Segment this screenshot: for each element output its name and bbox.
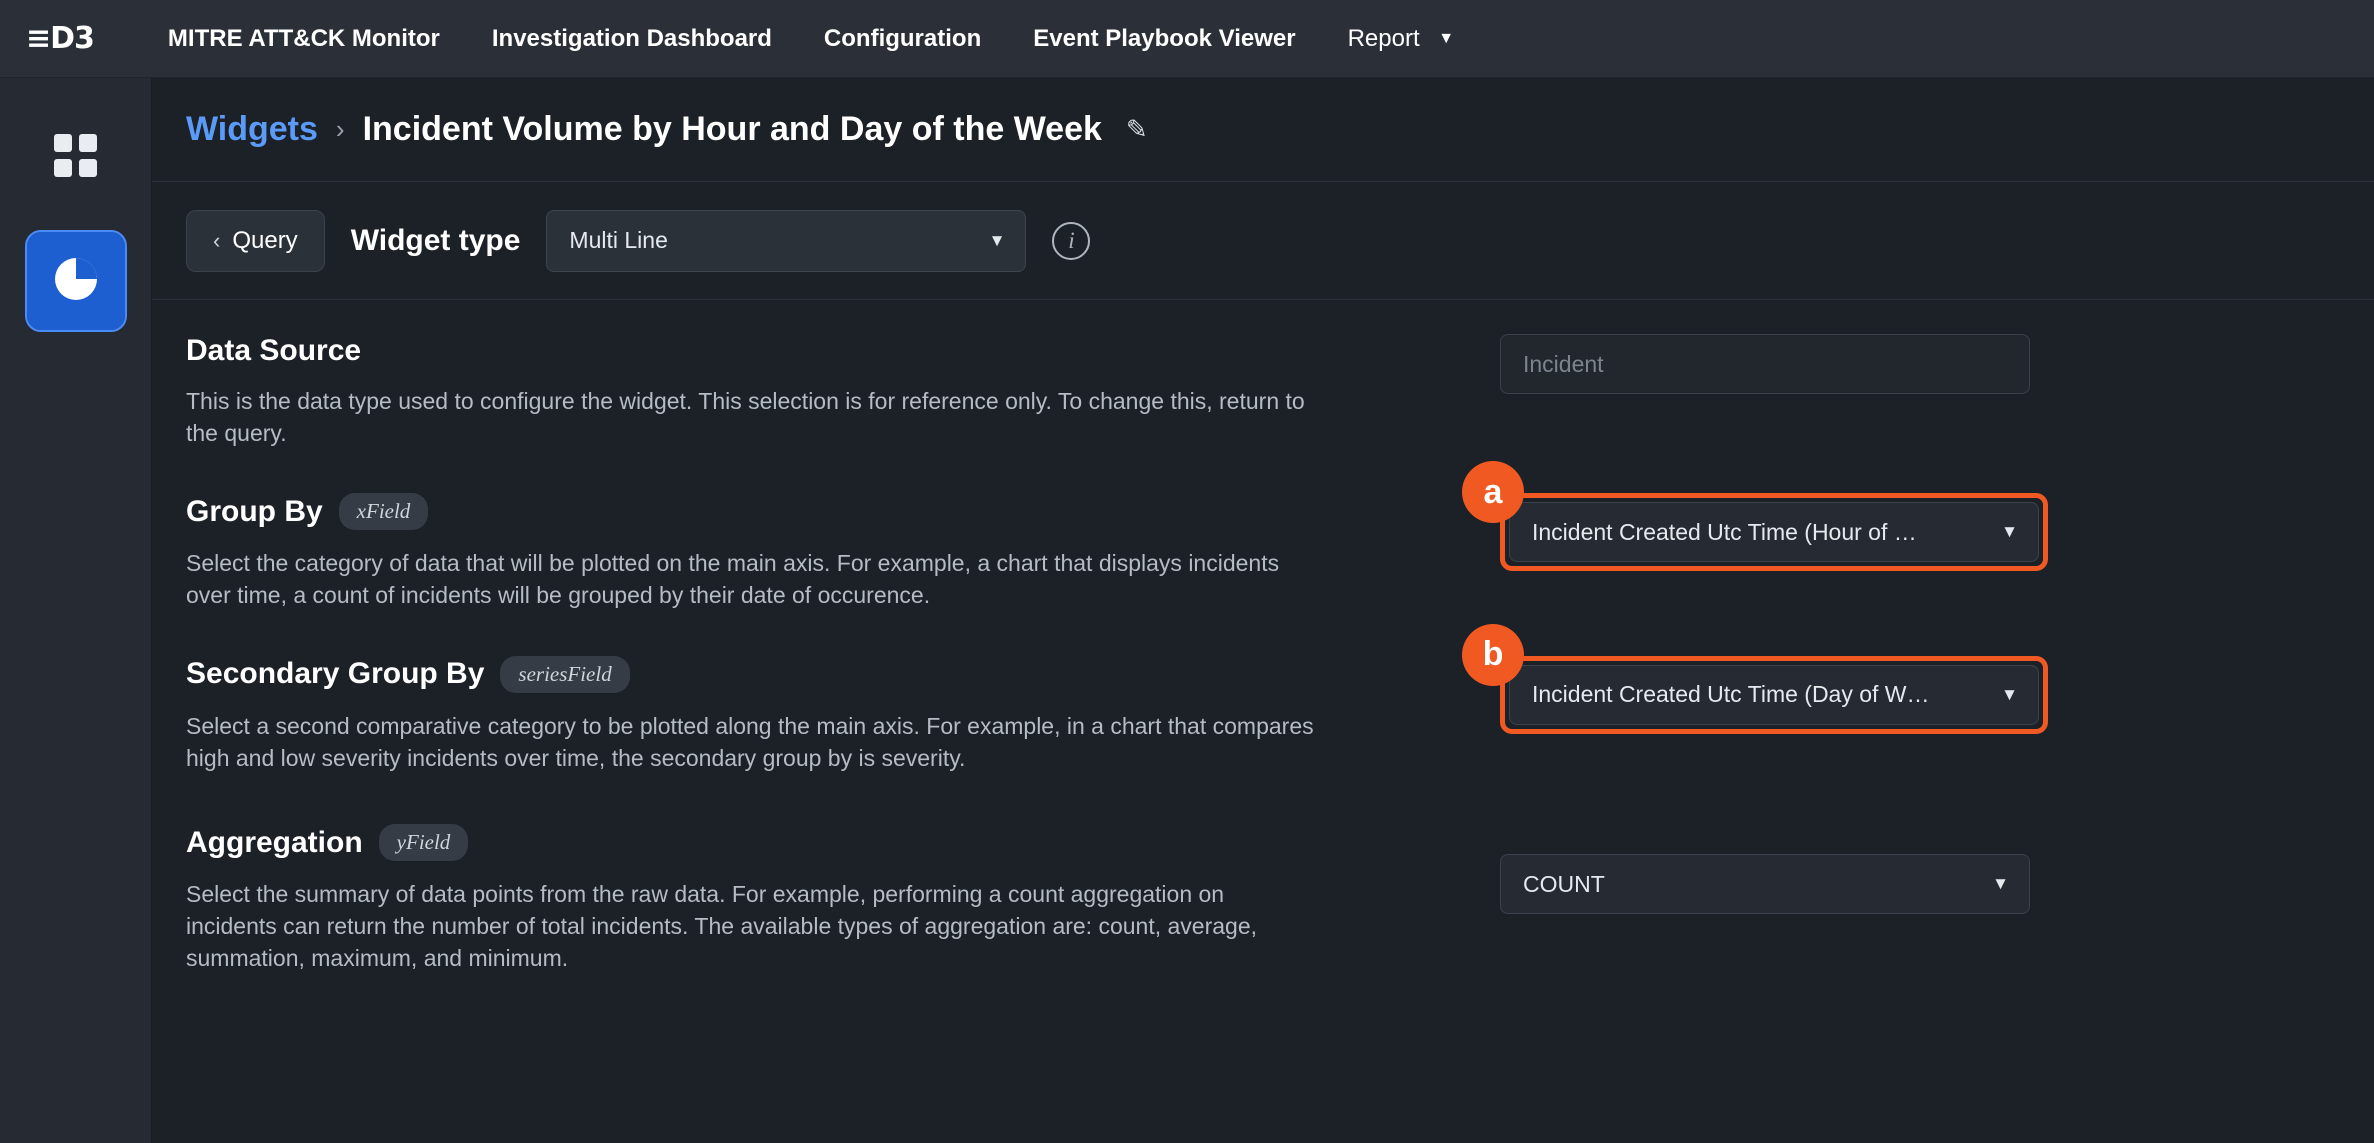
aggregation-select[interactable] xyxy=(1500,854,2030,914)
aggregation-control xyxy=(1416,824,2340,914)
aggregation-title xyxy=(186,824,1416,861)
aggregation-title-text: Aggregation xyxy=(186,825,363,859)
query-back-button[interactable] xyxy=(186,210,325,272)
data-source-field xyxy=(1500,334,2030,394)
chevron-down-icon: ▼ xyxy=(1438,30,1455,48)
chevron-down-icon: ▼ xyxy=(2001,522,2018,542)
data-source-title xyxy=(186,334,1416,368)
breadcrumb xyxy=(152,78,2374,182)
annotation-badge-b: b xyxy=(1462,624,1524,686)
widget-type-select[interactable] xyxy=(546,210,1026,272)
group-by-value: Incident Created Utc Time (Hour of … xyxy=(1532,518,1917,545)
section-group-by xyxy=(152,472,2374,611)
edit-pencil-icon[interactable]: ✎ xyxy=(1125,114,1148,144)
logo-text: ≡D3 xyxy=(26,21,94,56)
group-by-control xyxy=(1416,472,2340,571)
widget-config-form xyxy=(152,300,2374,1143)
secondary-group-by-select[interactable] xyxy=(1509,665,2039,725)
nav-item-event-playbook-viewer[interactable]: Event Playbook Viewer xyxy=(1033,24,1296,52)
secondary-group-by-value: Incident Created Utc Time (Day of W… xyxy=(1532,681,1930,708)
data-source-title-text: Data Source xyxy=(186,334,362,367)
data-source-description: This is the data type used to configure the widget. This selection is for reference only. To change this, return to the query. xyxy=(186,388,1305,446)
nav-item-report[interactable] xyxy=(1322,25,1481,53)
grid-icon xyxy=(54,134,97,177)
annotation-badge-a: a xyxy=(1462,461,1524,523)
secondary-group-by-title-text: Secondary Group By xyxy=(186,657,485,691)
widget-type-label: Widget type xyxy=(350,223,521,257)
group-by-title xyxy=(186,493,1416,530)
nav-item-configuration[interactable]: Configuration xyxy=(823,24,982,52)
aggregation-text-block xyxy=(186,824,1416,974)
group-by-highlight-box xyxy=(1500,493,2048,571)
group-by-description: Select the category of data that will be plotted on the main axis. For example, a chart that displays incidents over time, a count of incidents will be grouped by their date of occurence. xyxy=(186,550,1280,609)
secondary-group-by-description: Select a second comparative category to be plotted along the main axis. For example, in a chart that compares high and low severity incidents over time, the secondary group by is severity. xyxy=(186,712,1314,771)
aggregation-field-pill: yField xyxy=(379,824,469,861)
pie-chart-icon xyxy=(50,253,102,310)
widget-type-value: Multi Line xyxy=(569,227,668,253)
secondary-group-by-highlight-box xyxy=(1500,656,2048,734)
group-by-text-block xyxy=(186,493,1416,611)
secondary-group-by-title xyxy=(186,656,1416,693)
breadcrumb-link-widgets[interactable]: Widgets xyxy=(186,110,318,148)
section-data-source xyxy=(152,334,2374,449)
main-content xyxy=(152,78,2374,1143)
data-source-control xyxy=(1416,334,2340,394)
section-secondary-group-by xyxy=(152,635,2374,774)
group-by-field-pill: xField xyxy=(339,493,429,530)
chevron-down-icon: ▼ xyxy=(1992,874,2009,894)
query-button-label: Query xyxy=(232,226,298,254)
section-aggregation xyxy=(152,824,2374,974)
group-by-highlight xyxy=(1483,472,2048,571)
page-title: Incident Volume by Hour and Day of the Week xyxy=(362,110,1102,148)
nav-item-investigation-dashboard[interactable]: Investigation Dashboard xyxy=(491,24,772,52)
secondary-group-by-field-pill: seriesField xyxy=(500,656,629,693)
left-sidebar xyxy=(0,78,152,1143)
group-by-title-text: Group By xyxy=(186,494,323,528)
sidebar-item-dashboard[interactable] xyxy=(27,106,125,204)
widget-type-bar xyxy=(152,182,2374,300)
aggregation-description: Select the summary of data points from the raw data. For example, performing a count aggregation on incidents can return the number of total incidents. The available types of aggregation are: count, average, summation, maximum, and minimum. xyxy=(186,881,1258,971)
sidebar-item-widgets[interactable] xyxy=(27,232,125,330)
top-navigation-bar xyxy=(0,0,2374,78)
chevron-down-icon: ▼ xyxy=(2001,684,2018,704)
nav-item-report-label: Report xyxy=(1347,24,1420,52)
breadcrumb-separator-icon: › xyxy=(335,114,345,144)
secondary-group-by-control xyxy=(1416,635,2340,734)
app-logo[interactable] xyxy=(26,21,94,56)
nav-item-mitre-attck-monitor[interactable]: MITRE ATT&CK Monitor xyxy=(167,24,440,52)
data-source-value: Incident xyxy=(1523,350,1604,377)
group-by-select[interactable] xyxy=(1509,502,2039,562)
chevron-down-icon: ▼ xyxy=(988,230,1006,250)
secondary-group-by-text-block xyxy=(186,656,1416,774)
app-body xyxy=(0,78,2374,1143)
info-icon[interactable]: i xyxy=(1052,222,1090,260)
aggregation-value: COUNT xyxy=(1523,870,1605,897)
data-source-text-block xyxy=(186,334,1416,449)
secondary-group-by-highlight xyxy=(1482,635,2048,734)
chevron-left-icon: ‹ xyxy=(213,227,221,253)
